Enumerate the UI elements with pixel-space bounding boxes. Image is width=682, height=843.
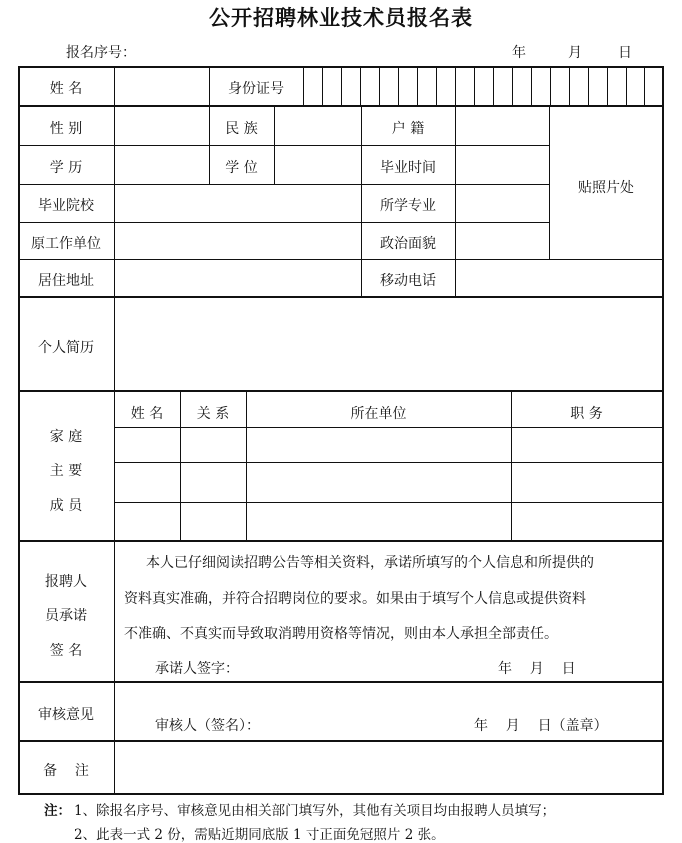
review-label: 审核意见 bbox=[38, 707, 94, 723]
education-label: 学 历 bbox=[49, 160, 83, 176]
former-employer-label: 原工作单位 bbox=[31, 236, 101, 252]
reviewer-signature-label: 审核人（签名）： bbox=[155, 718, 260, 734]
pledge-text-line1: 本人已仔细阅读招聘公告等相关资料，承诺所填写的个人信息和所提供的 bbox=[146, 555, 594, 571]
pledge-signature-label: 承诺人签字： bbox=[155, 661, 239, 677]
header-year-label: 年 bbox=[512, 45, 526, 61]
graduation-time-field[interactable] bbox=[456, 146, 549, 183]
family-label-line1: 家 庭 bbox=[49, 429, 83, 445]
family-label-line2: 主 要 bbox=[49, 463, 83, 479]
family-member-row[interactable] bbox=[115, 463, 662, 501]
id-number-field[interactable] bbox=[304, 67, 662, 105]
table-right-border bbox=[662, 66, 664, 794]
address-field[interactable] bbox=[115, 260, 361, 295]
name-label: 姓 名 bbox=[49, 81, 83, 97]
education-field[interactable] bbox=[115, 146, 209, 183]
notes-line2: 2、此表一式 2 份，需贴近期同底版 1 寸正面免冠照片 2 张。 bbox=[74, 827, 445, 843]
political-status-label: 政治面貌 bbox=[380, 236, 436, 252]
degree-label: 学 位 bbox=[225, 160, 258, 176]
school-field[interactable] bbox=[115, 185, 361, 221]
family-col-position: 职 务 bbox=[570, 406, 603, 422]
hukou-field[interactable] bbox=[456, 106, 549, 144]
graduation-time-label: 毕业时间 bbox=[380, 160, 436, 176]
mobile-label: 移动电话 bbox=[380, 273, 436, 289]
remarks-field[interactable] bbox=[115, 742, 662, 792]
resume-field[interactable] bbox=[115, 297, 662, 389]
hukou-label: 户 籍 bbox=[391, 121, 425, 137]
family-col-relation: 关 系 bbox=[196, 406, 230, 422]
pledge-label-line2: 员承诺 bbox=[45, 608, 87, 624]
table-bottom-border bbox=[18, 793, 664, 795]
address-label: 居住地址 bbox=[38, 273, 94, 289]
pledge-label-line3: 签 名 bbox=[49, 643, 83, 659]
notes-prefix: 注： bbox=[44, 803, 71, 819]
review-date: 年 月 日（盖章） bbox=[474, 718, 608, 734]
photo-placeholder-label: 贴照片处 bbox=[578, 180, 634, 196]
ethnicity-label: 民 族 bbox=[225, 121, 258, 137]
notes-line1: 1、除报名序号、审核意见由相关部门填写外，其他有关项目均由报聘人员填写； bbox=[74, 803, 556, 819]
degree-field[interactable] bbox=[275, 146, 361, 183]
political-status-field[interactable] bbox=[456, 223, 549, 258]
former-employer-field[interactable] bbox=[115, 223, 361, 258]
family-label-line3: 成 员 bbox=[49, 498, 83, 514]
serial-number-label: 报名序号： bbox=[66, 45, 136, 61]
pledge-text-line3: 不准确、不真实而导致取消聘用资格等情况，则由本人承担全部责任。 bbox=[124, 626, 558, 642]
resume-label: 个人简历 bbox=[38, 340, 94, 356]
school-label: 毕业院校 bbox=[38, 198, 94, 214]
form-title: 公开招聘林业技术员报名表 bbox=[209, 5, 473, 30]
major-field[interactable] bbox=[456, 185, 549, 221]
mobile-field[interactable] bbox=[456, 260, 662, 295]
gender-label: 性 别 bbox=[49, 121, 83, 137]
ethnicity-field[interactable] bbox=[275, 106, 361, 144]
family-member-row[interactable] bbox=[115, 428, 662, 461]
pledge-date: 年 月 日 bbox=[498, 661, 576, 677]
remarks-label: 备 注 bbox=[43, 763, 89, 779]
family-member-row[interactable] bbox=[115, 503, 662, 539]
family-col-employer: 所在单位 bbox=[350, 406, 407, 422]
pledge-label-line1: 报聘人 bbox=[45, 574, 87, 590]
header-month-label: 月 bbox=[568, 45, 582, 61]
gender-field[interactable] bbox=[115, 106, 209, 144]
header-day-label: 日 bbox=[618, 45, 632, 61]
major-label: 所学专业 bbox=[380, 198, 436, 214]
id-number-label: 身份证号 bbox=[228, 81, 284, 97]
name-field[interactable] bbox=[115, 67, 209, 105]
family-col-name: 姓 名 bbox=[130, 406, 164, 422]
pledge-text-line2: 资料真实准确，并符合招聘岗位的要求。如果由于填写个人信息或提供资料 bbox=[124, 591, 586, 607]
